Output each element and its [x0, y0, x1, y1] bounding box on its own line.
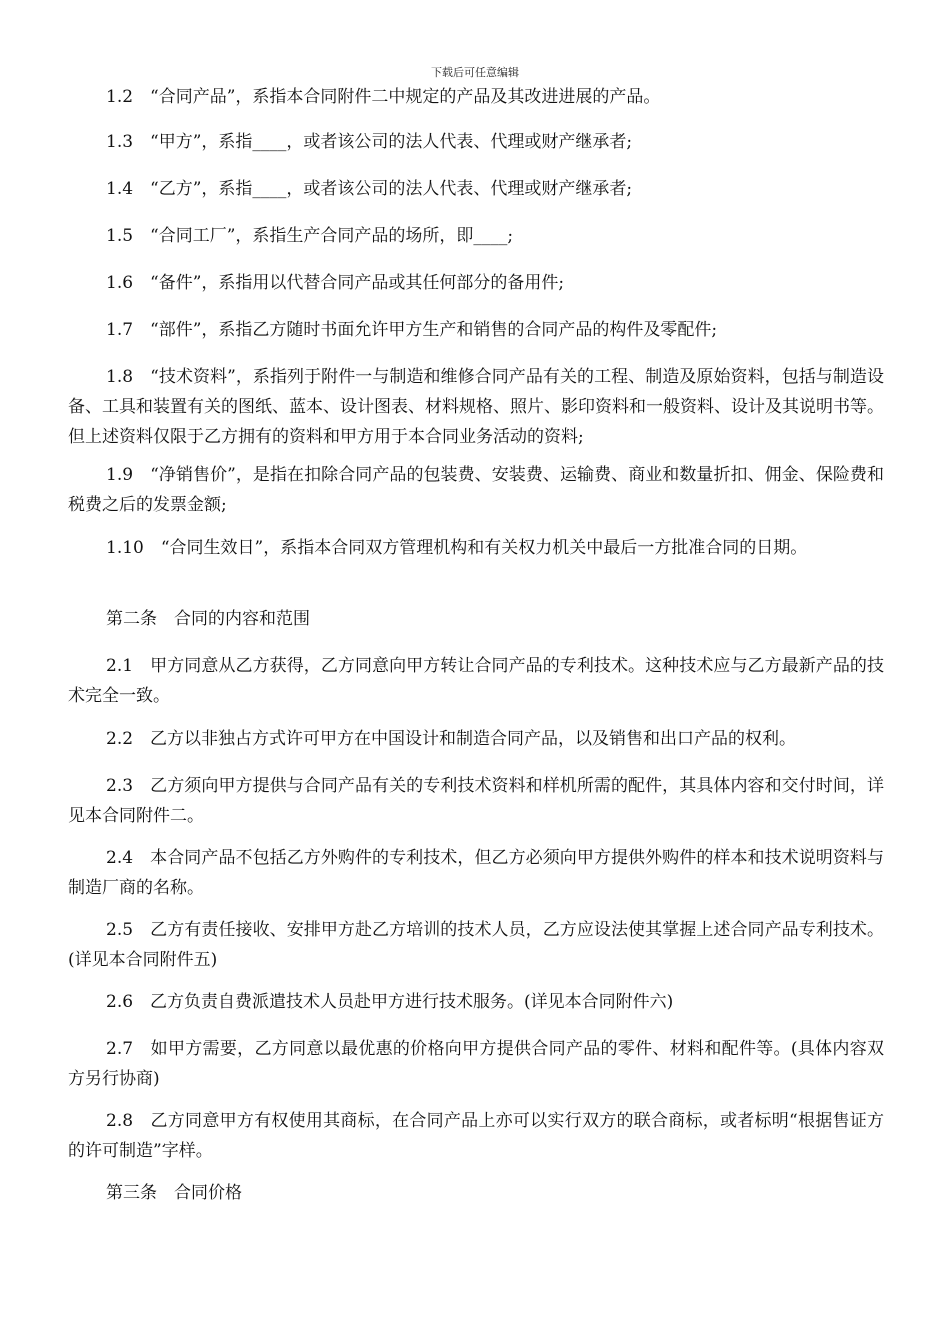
clause-2-1: 2.1 甲方同意从乙方获得，乙方同意向甲方转让合同产品的专利技术。这种技术应与乙方最新产品的技术完全一致。: [68, 656, 884, 706]
clause-1-7: 1.7 “部件”，系指乙方随时书面允许甲方生产和销售的合同产品的构件及零配件;: [106, 320, 718, 340]
clause-2-3: 2.3 乙方须向甲方提供与合同产品有关的专利技术资料和样机所需的配件，其具体内容和交付时间，详见本合同附件二。: [68, 776, 884, 826]
article-2-heading: 第二条 合同的内容和范围: [106, 609, 310, 629]
article-3-heading: 第三条 合同价格: [106, 1183, 242, 1203]
clause-1-10: 1.10 “合同生效日”，系指本合同双方管理机构和有关权力机关中最后一方批准合同的日期。: [106, 538, 808, 558]
clause-2-2: 2.2 乙方以非独占方式许可甲方在中国设计和制造合同产品，以及销售和出口产品的权利。: [106, 729, 797, 749]
watermark-header: 下载后可任意编辑: [431, 66, 519, 79]
clause-1-5: 1.5 “合同工厂”，系指生产合同产品的场所，即____;: [106, 226, 514, 246]
clause-2-5: 2.5 乙方有责任接收、安排甲方赴乙方培训的技术人员，乙方应设法使其掌握上述合同产品专利技术。(详见本合同附件五): [68, 920, 884, 970]
clause-1-8: 1.8 “技术资料”，系指列于附件一与制造和维修合同产品有关的工程、制造及原始资料，包括与制造设备、工具和装置有关的图纸、蓝本、设计图表、材料规格、照片、影印资料和一般资料、设计及其说明书等。但上述资料仅限于乙方拥有的资料和甲方用于本合同业务活动的资料;: [68, 367, 884, 447]
clause-1-9: 1.9 “净销售价”，是指在扣除合同产品的包装费、安装费、运输费、商业和数量折扣、佣金、保险费和税费之后的发票金额;: [68, 465, 884, 515]
clause-1-3: 1.3 “甲方”，系指____，或者该公司的法人代表、代理或财产继承者;: [106, 132, 633, 152]
clause-2-4: 2.4 本合同产品不包括乙方外购件的专利技术，但乙方必须向甲方提供外购件的样本和技术说明资料与制造厂商的名称。: [68, 848, 884, 898]
clause-1-6: 1.6 “备件”，系指用以代替合同产品或其任何部分的备用件;: [106, 273, 565, 293]
clause-2-7: 2.7 如甲方需要，乙方同意以最优惠的价格向甲方提供合同产品的零件、材料和配件等。(具体内容双方另行协商): [68, 1039, 884, 1089]
clause-2-6: 2.6 乙方负责自费派遣技术人员赴甲方进行技术服务。(详见本合同附件六): [106, 992, 674, 1012]
clause-1-2: 1.2 “合同产品”，系指本合同附件二中规定的产品及其改进进展的产品。: [106, 87, 661, 107]
clause-2-8: 2.8 乙方同意甲方有权使用其商标，在合同产品上亦可以实行双方的联合商标，或者标明“根据售证方的许可制造”字样。: [68, 1111, 884, 1161]
clause-1-4: 1.4 “乙方”，系指____，或者该公司的法人代表、代理或财产继承者;: [106, 179, 633, 199]
